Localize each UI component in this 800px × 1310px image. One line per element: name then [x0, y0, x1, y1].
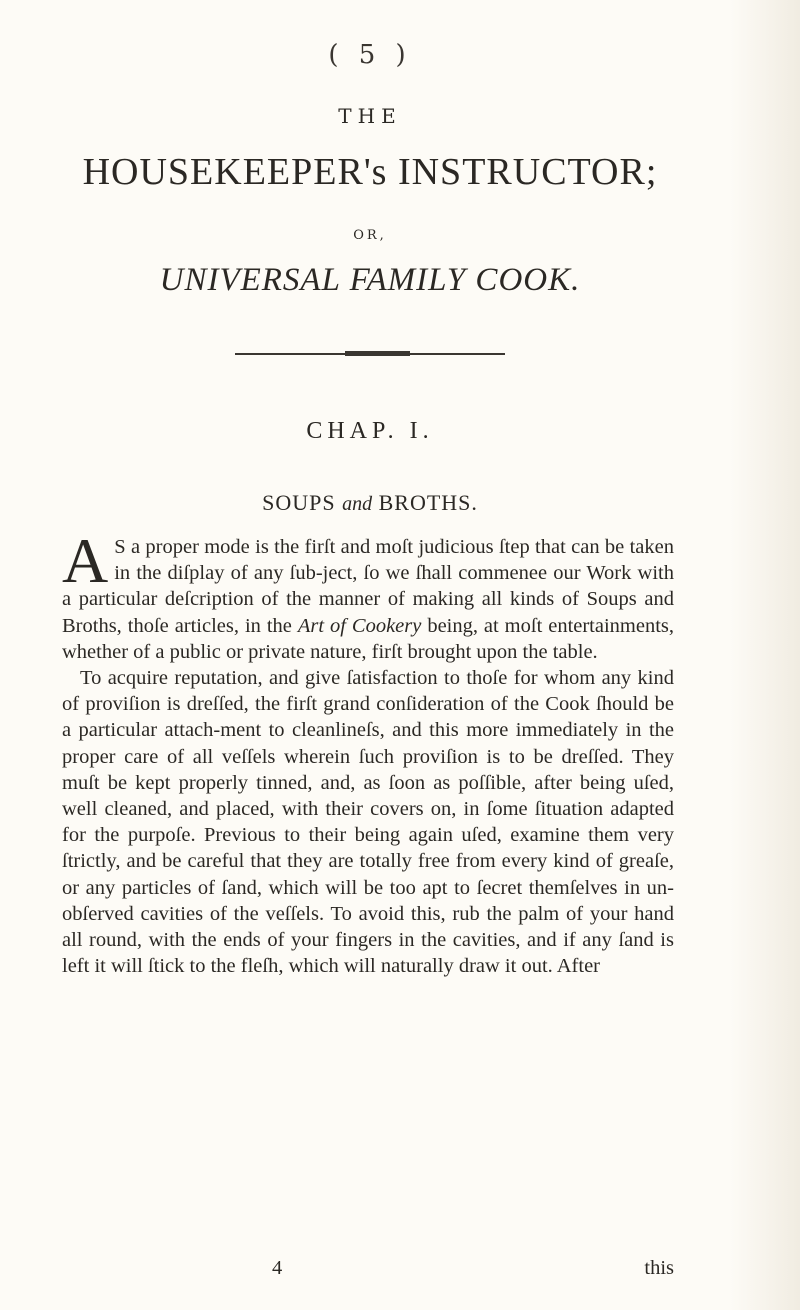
- paragraph-1-text: S a proper mode is the firſt and moſt judicious ſtep that can be taken in the diſplay of any ſub-ject, ſo we ſhall commenee our Work with a particular deſcription of the manner of making all kinds of Soups and Broths, thoſe articles, in the: [62, 536, 674, 637]
- subtitle: UNIVERSAL FAMILY COOK.: [159, 262, 581, 298]
- drop-cap: A: [62, 525, 109, 596]
- page-number: ( 5 ): [328, 40, 412, 70]
- catchword: this: [644, 1257, 674, 1279]
- body-text: [62, 525, 675, 979]
- chapter-heading: [0, 490, 740, 516]
- main-title: HOUSEKEEPER's INSTRUCTOR;: [82, 151, 658, 193]
- title-or: OR,: [353, 228, 387, 243]
- chapter-number: CHAP. I.: [306, 418, 434, 444]
- heading-soups: SOUPS: [262, 490, 336, 515]
- paragraph-1: [62, 525, 675, 665]
- ornamental-rule-center: [345, 351, 410, 356]
- title-article: THE: [338, 104, 402, 128]
- paragraph-1-text-end: being, at moſt entertainments, whether of a public or private nature, firſt brought upon the table.: [62, 614, 675, 663]
- heading-broths: BROTHS.: [378, 490, 478, 515]
- signature-mark: 4: [272, 1257, 283, 1279]
- paragraph-2: To acquire reputation, and give ſatisfaction to thoſe for whom any kind of proviſion is dreſſed, the firſt grand conſideration of the Cook ſhould be a particular attach-ment to cleanlineſs, and this more immediately in the proper care of all veſſels wherein ſuch proviſion is to be dreſſed. They muſt be kept properly tinned, and, as ſoon as poſſible, after being uſed, well cleaned, and placed, with their covers on, in ſome ſituation adapted for the purpoſe. Previous to their being again uſed, examine them very ſtrictly, and be careful that they are totally free from every kind of greaſe, or any particles of ſand, which will be too apt to ſecret themſelves in un-obſerved cavities of the veſſels. To avoid this, rub the palm of your hand all round, with the ends of your fingers in the cavities, and if any ſand is left it will ſtick to the fleſh, which will naturally draw it out. After: [62, 667, 674, 978]
- heading-and: and: [342, 493, 373, 515]
- page-edge-shading: [730, 0, 800, 1310]
- paragraph-1-italic: Art of Cookery: [297, 614, 422, 637]
